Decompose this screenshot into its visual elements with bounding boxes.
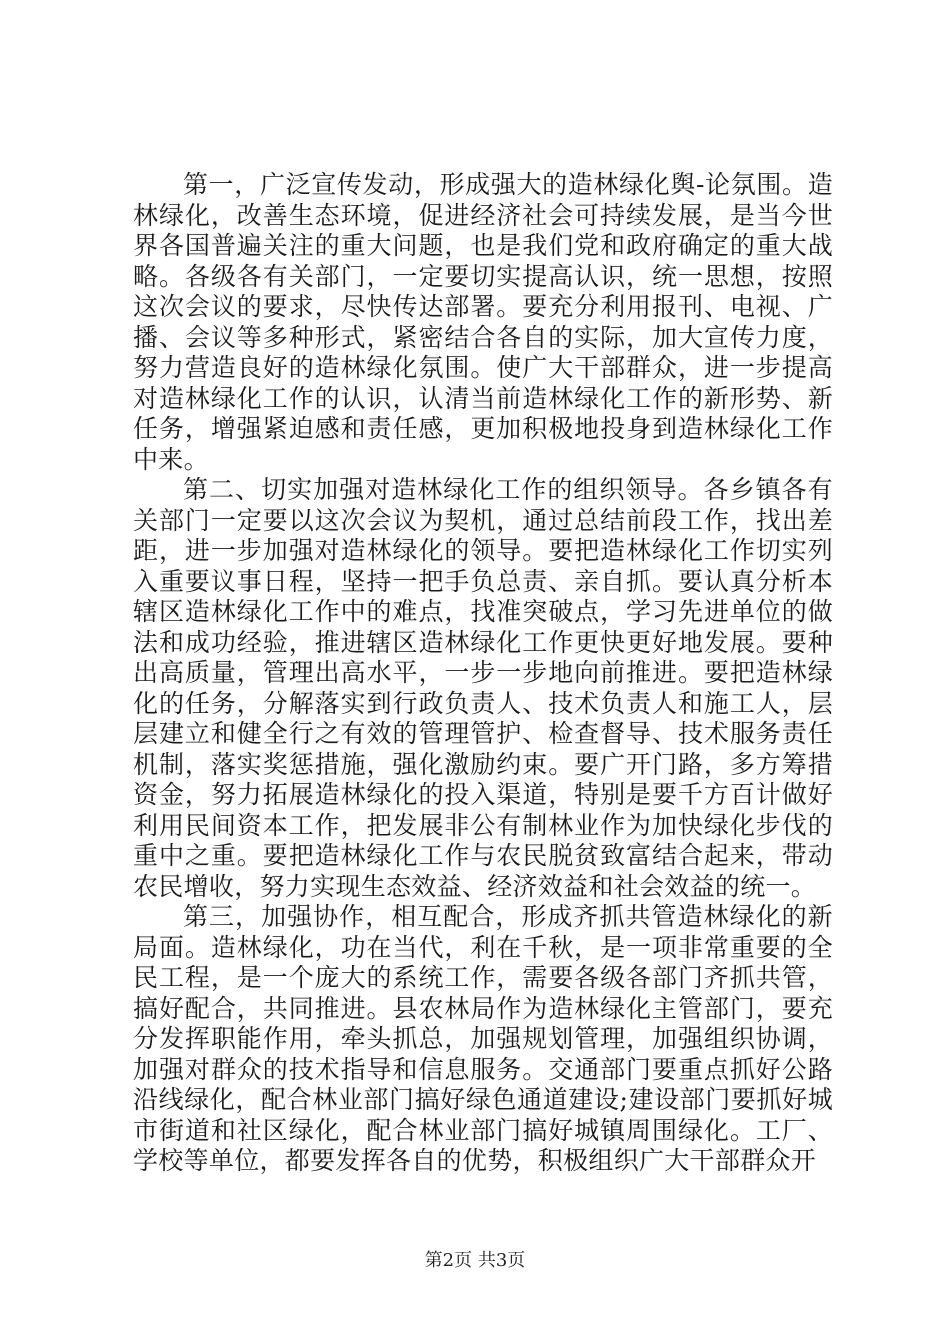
paragraph-3: 第三，加强协作，相互配合，形成齐抓共管造林绿化的新局面。造林绿化，功在当代，利在千秋，是一项非常重要的全民工程，是一个庞大的系统工作，需要各级各部门齐抓共管，搞好配合，共同推进。县农林局作为造林绿化主管部门，要充分发挥职能作用，牵头抓总，加强规划管理，加强组织协调，加强对群众的技术指导和信息服务。交通部门要重点抓好公路沿线绿化，配合林业部门搞好绿色通道建设;建设部门要抓好城市街道和社区绿化，配合林业部门搞好城镇周围绿化。工厂、学校等单位，都要发挥各自的优势，积极组织广大干部群众开 [133, 902, 833, 1175]
document-body [133, 170, 833, 1177]
paragraph-1: 第一，广泛宣传发动，形成强大的造林绿化舆-论氛围。造林绿化，改善生态环境，促进经济社会可持续发展，是当今世界各国普遍关注的重大问题，也是我们党和政府确定的重大战略。各级各有关部门，一定要切实提高认识，统一思想，按照这次会议的要求，尽快传达部署。要充分利用报刊、电视、广播、会议等多种形式，紧密结合各自的实际，加大宣传力度，努力营造良好的造林绿化氛围。使广大干部群众，进一步提高对造林绿化工作的认识，认清当前造林绿化工作的新形势、新任务，增强紧迫感和责任感，更加积极地投身到造林绿化工作中来。 [133, 170, 833, 474]
page-number-footer: 第2页 共3页 [424, 1250, 526, 1271]
paragraph-2: 第二、切实加强对造林绿化工作的组织领导。各乡镇各有关部门一定要以这次会议为契机，通过总结前段工作，找出差距，进一步加强对造林绿化的领导。要把造林绿化工作切实列入重要议事日程，坚持一把手负总责、亲自抓。要认真分析本辖区造林绿化工作中的难点，找准突破点，学习先进单位的做法和成功经验，推进辖区造林绿化工作更快更好地发展。要种出高质量，管理出高水平，一步一步地向前推进。要把造林绿化的任务，分解落实到行政负责人、技术负责人和施工人，层层建立和健全行之有效的管理管护、检查督导、技术服务责任机制，落实奖惩措施，强化激励约束。要广开门路，多方筹措资金，努力拓展造林绿化的投入渠道，特别是要千方百计做好利用民间资本工作，把发展非公有制林业作为加快绿化步伐的重中之重。要把造林绿化工作与农民脱贫致富结合起来，带动农民增收，努力实现生态效益、经济效益和社会效益的统一。 [133, 475, 833, 901]
